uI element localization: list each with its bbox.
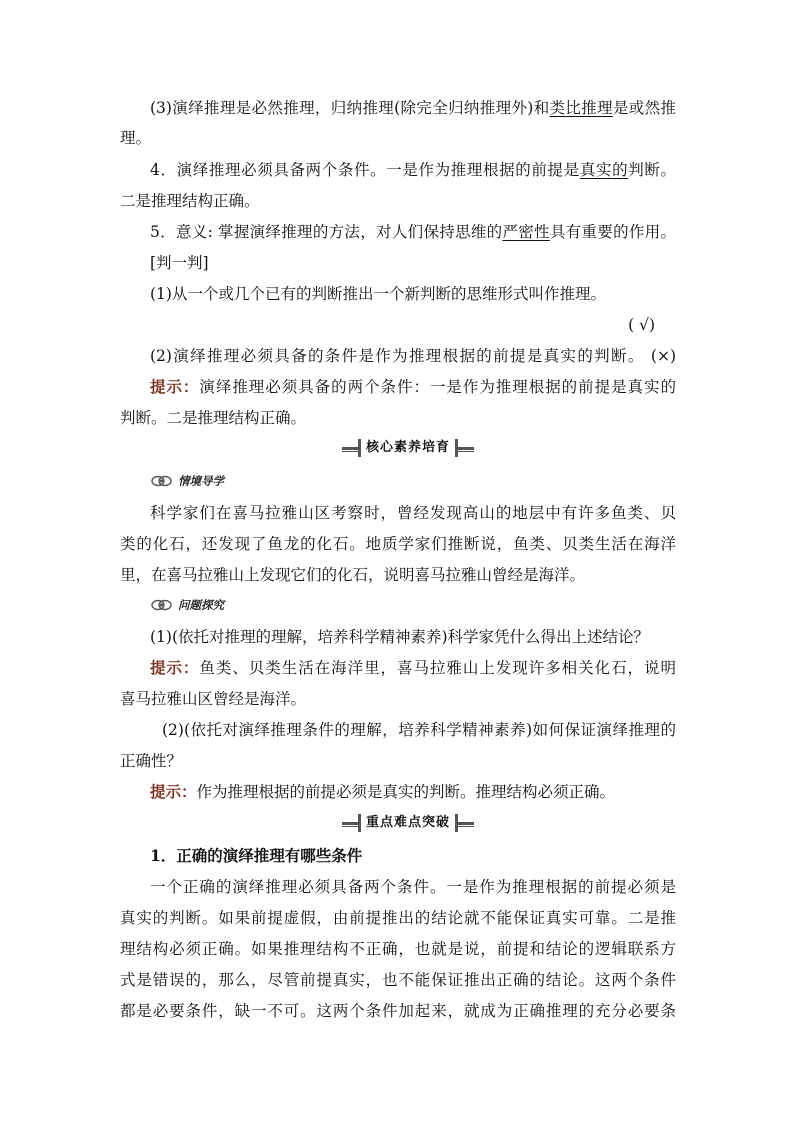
situation-label <box>150 472 224 490</box>
paragraph-line <box>150 98 676 118</box>
question-2: (2)演绎推理必须具备的条件是作为推理根据的前提是真实的判断。 (×) <box>150 347 676 365</box>
body-line: 理结构必须正确。如果推理结构不正确，也就是说，前提和结论的逻辑联系方 <box>120 940 676 958</box>
underlined-term: 类比推理 <box>549 99 613 117</box>
underlined-term: 真实的 <box>579 161 629 179</box>
judge-title: [判一判] <box>150 254 209 272</box>
section-title: 重点难点突破 <box>358 814 458 832</box>
section-title: 核心素养培育 <box>358 439 458 457</box>
paragraph-line: 二是推理结构正确。 <box>120 192 260 210</box>
question-1: (1)从一个或几个已有的判断推出一个新判断的思维形式叫作推理。 <box>150 285 606 303</box>
text-span: 是或然推 <box>612 99 676 117</box>
body-line: 一个正确的演绎推理必须具备两个条件。一是作为推理根据的前提必须是 <box>150 878 676 896</box>
subheading: 1．正确的演绎推理有哪些条件 <box>150 846 363 865</box>
hint-line <box>150 658 676 678</box>
text-span: 5．意义: 掌握演绎推理的方法，对人们保持思维的 <box>150 223 503 241</box>
hint-label: 提示： <box>150 782 197 801</box>
paragraph-line: 理。 <box>120 129 152 147</box>
text-span: 作为推理根据的前提必须是真实的判断。推理结构必须正确。 <box>196 783 616 801</box>
inquiry-label <box>150 596 224 614</box>
text-span: 演绎推理必须具备的两个条件：一是作为推理根据的前提是真实的 <box>199 378 676 396</box>
swirl-icon <box>150 598 174 612</box>
paragraph-line <box>150 160 676 180</box>
section-banner-key <box>342 813 474 833</box>
body-line: 都是必要条件，缺一不可。这两个条件加起来，就成为正确推理的充分必要条 <box>120 1002 676 1020</box>
situation-line: 类的化石，还发现了鱼龙的化石。地质学家们推断说，鱼类、贝类生活在海洋 <box>120 535 676 553</box>
inquiry-question-2: 正确性？ <box>120 752 183 770</box>
hint-line: 喜马拉雅山区曾经是海洋。 <box>120 690 307 708</box>
text-span: (3)演绎推理是必然推理，归纳推理(除完全归纳推理外)和 <box>150 99 550 117</box>
answer-mark-1: ( √) <box>628 316 655 334</box>
text-span: 4．演绎推理必须具备两个条件。一是作为推理根据的前提是 <box>150 161 580 179</box>
hint-line <box>150 782 676 802</box>
underlined-term: 严密性 <box>502 223 550 241</box>
text-span: 判断。 <box>628 161 676 179</box>
body-line: 真实的判断。如果前提虚假，由前提推出的结论就不能保证真实可靠。二是推 <box>120 909 676 927</box>
hint-label: 提示： <box>150 658 200 677</box>
text-span: 具有重要的作用。 <box>549 223 676 241</box>
text-span: 鱼类、贝类生活在海洋里，喜马拉雅山上发现许多相关化石，说明 <box>199 659 676 677</box>
situation-line: 科学家们在喜马拉雅山区考察时，曾经发现高山的地层中有许多鱼类、贝 <box>150 504 676 522</box>
sublabel-text: 问题探究 <box>178 598 224 612</box>
hint-line <box>150 377 676 397</box>
inquiry-question-2: (2)(依托对演绎推理条件的理解，培养科学精神素养)如何保证演绎推理的 <box>162 721 676 739</box>
hint-label: 提示： <box>150 377 200 396</box>
swirl-icon <box>150 474 174 488</box>
hint-line: 判断。二是推理结构正确。 <box>120 409 307 427</box>
situation-line: 里，在喜马拉雅山上发现它们的化石，说明喜马拉雅山曾经是海洋。 <box>120 566 586 584</box>
section-banner-core <box>342 438 474 458</box>
sublabel-text: 情境导学 <box>178 474 224 488</box>
body-line: 式是错误的，那么，尽管前提真实，也不能保证推出正确的结论。这两个条件 <box>120 971 676 989</box>
paragraph-line <box>150 222 676 242</box>
inquiry-question-1: (1)(依托对推理的理解，培养科学精神素养)科学家凭什么得出上述结论？ <box>150 628 650 646</box>
